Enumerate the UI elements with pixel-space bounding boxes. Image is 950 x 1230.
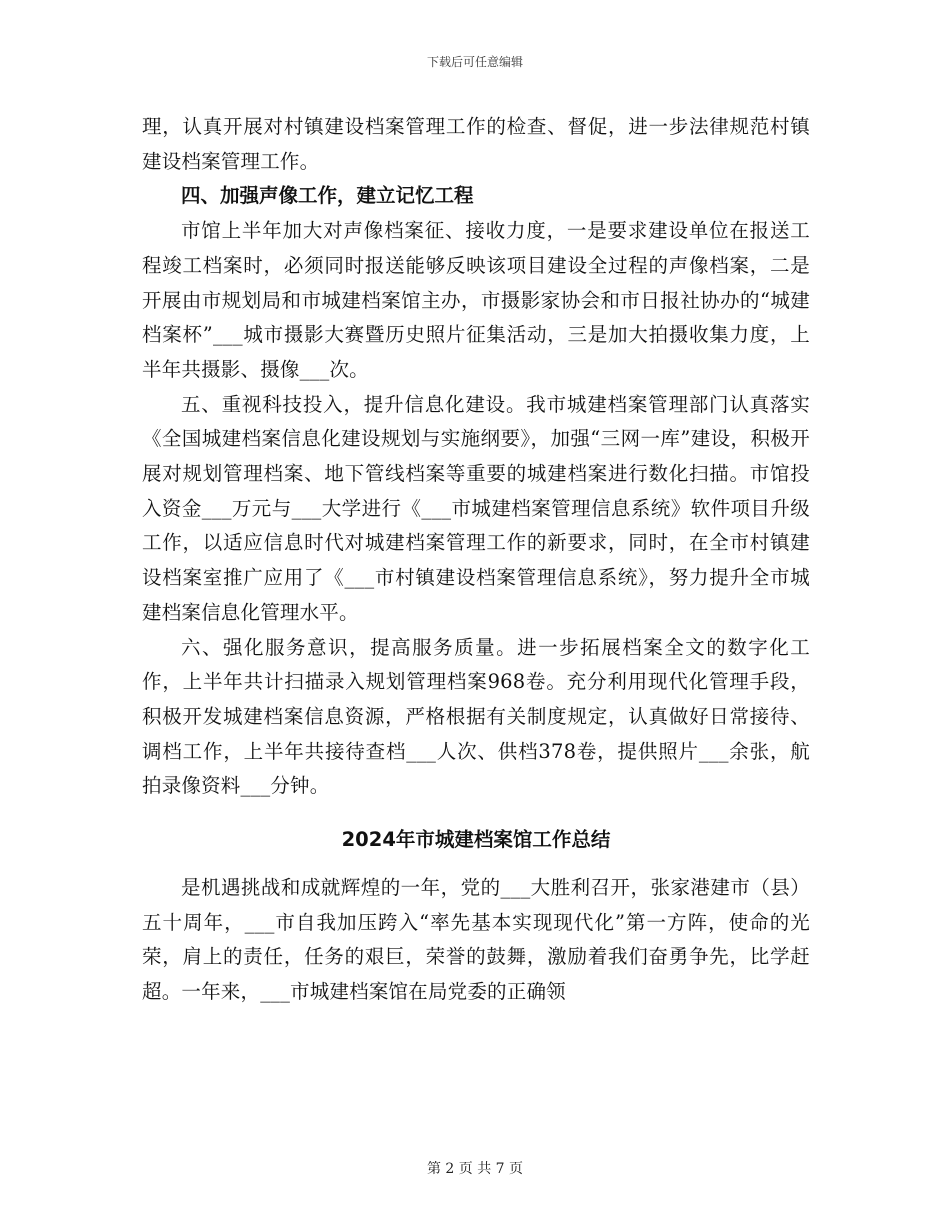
paragraph-audio-visual: 市馆上半年加大对声像档案征、接收力度，一是要求建设单位在报送工程竣工档案时，必须同时报送能够反映该项目建设全过程的声像档案，二是开展由市规划局和市城建档案馆主办，市摄影家协会和市日报社协办的“城建档案杯”___城市摄影大赛暨历史照片征集活动，三是加大拍摄收集力度，上半年共摄影、摄像___次。	[142, 219, 810, 381]
heading-section-four: 四、加强声像工作，建立记忆工程	[181, 184, 474, 208]
document-body	[142, 110, 810, 1010]
page-header: 下载后可任意编辑	[426, 55, 523, 69]
paragraph-service: 六、强化服务意识，提高服务质量。进一步拓展档案全文的数字化工作，上半年共计扫描录入规划管理档案968卷。充分利用现代化管理手段，积极开发城建档案信息资源，严格根据有关制度规定，认真做好日常接待、调档工作，上半年共接待查档___人次、供档378卷，提供照片___余张，航拍录像资料___分钟。	[142, 635, 810, 798]
paragraph-continuation: 理，认真开展对村镇建设档案管理工作的检查、督促，进一步法律规范村镇建设档案管理工作。	[142, 115, 810, 173]
paragraph-summary-intro: 是机遇挑战和成就辉煌的一年，党的___大胜利召开，张家港建市（县）五十周年，___市自我加压跨入“率先基本实现现代化”第一方阵，使命的光荣，肩上的责任，任务的艰巨，荣誉的鼓舞，激励着我们奋勇争先，比学赶超。一年来，___市城建档案馆在局党委的正确领	[142, 876, 810, 1004]
page-footer: 第 2 页 共 7 页	[426, 1161, 524, 1177]
section-title: 2024年市城建档案馆工作总结	[341, 828, 611, 852]
paragraph-technology: 五、重视科技投入，提升信息化建设。我市城建档案管理部门认真落实《全国城建档案信息化建设规划与实施纲要》，加强“三网一库”建设，积极开展对规划管理档案、地下管线档案等重要的城建档案进行数化扫描。市馆投入资金___万元与___大学进行《___市城建档案管理信息系统》软件项目升级工作，以适应信息时代对城建档案管理工作的新要求，同时，在全市村镇建设档案室推广应用了《___市村镇建设档案管理信息系统》，努力提升全市城建档案信息化管理水平。	[142, 392, 810, 624]
